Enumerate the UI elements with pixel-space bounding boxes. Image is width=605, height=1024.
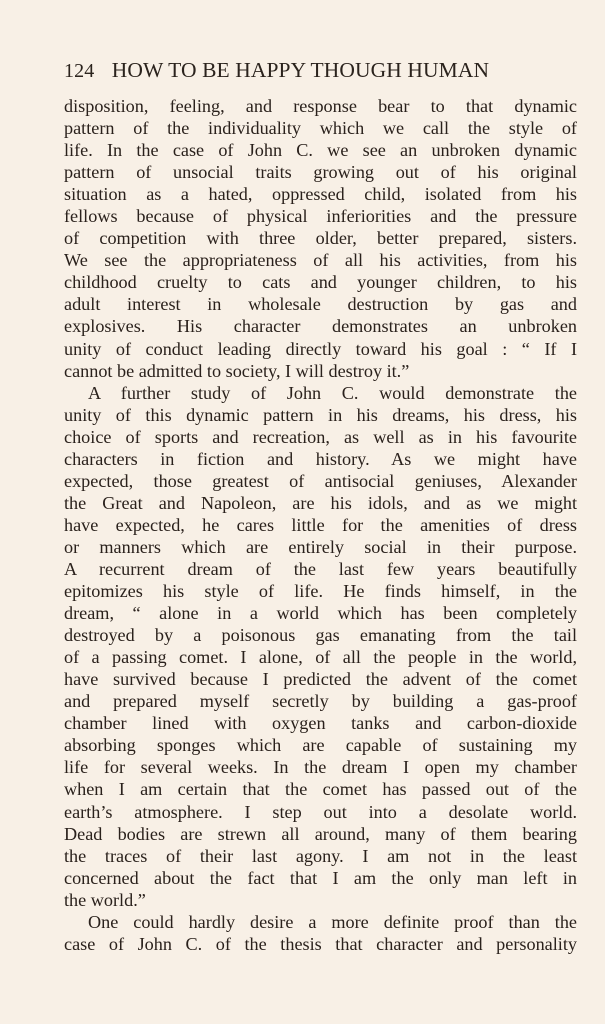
text-line: destroyed by a poisonous gas emanating from the tail — [64, 625, 577, 646]
text-line: of competition with three older, better prepared, sisters. — [64, 228, 577, 249]
text-line: disposition, feeling, and response bear to that dynamic — [64, 96, 577, 116]
page-number: 124 — [64, 60, 95, 82]
running-title: HOW TO BE HAPPY THOUGH HUMAN — [111, 58, 490, 82]
text-line: pattern of the individuality which we call the style of — [64, 118, 577, 139]
text-line: unity of this dynamic pattern in his dreams, his dress, his — [64, 404, 577, 425]
text-line: of a passing comet. I alone, of all the people in the world, — [64, 647, 577, 668]
text-line: choice of sports and recreation, as well as in his favourite — [64, 426, 577, 447]
text-line: absorbing sponges which are capable of sustaining my — [64, 735, 577, 756]
text-line: Dead bodies are strewn all around, many of them bearing — [64, 823, 577, 844]
text-line: earth’s atmosphere. I step out into a desolate world. — [64, 801, 577, 822]
text-line: when I am certain that the comet has passed out of the — [64, 779, 577, 800]
text-line: have expected, he cares little for the amenities of dress — [64, 514, 577, 535]
text-line: We see the appropriateness of all his activities, from his — [64, 250, 577, 271]
text-line: and prepared myself secretly by building a gas-proof — [64, 691, 577, 712]
text-line: situation as a hated, oppressed child, isolated from his — [64, 184, 577, 205]
text-line: fellows because of physical inferiorities and the pressure — [64, 206, 577, 227]
text-line: epitomizes his style of life. He finds himself, in the — [64, 581, 577, 602]
text-line: A further study of John C. would demonstrate the — [88, 382, 577, 403]
text-line: life. In the case of John C. we see an unbroken dynamic — [64, 140, 577, 161]
text-line: concerned about the fact that I am the only man left in — [64, 867, 577, 888]
text-line: adult interest in wholesale destruction by gas and — [64, 294, 577, 315]
text-line: chamber lined with oxygen tanks and carbon-dioxide — [64, 713, 577, 734]
text-line: A recurrent dream of the last few years beautifully — [64, 558, 577, 579]
text-line: life for several weeks. In the dream I open my chamber — [64, 757, 577, 778]
text-line: One could hardly desire a more definite proof than the — [88, 911, 577, 932]
text-line: the Great and Napoleon, are his idols, and as we might — [64, 492, 577, 513]
text-line: expected, those greatest of antisocial geniuses, Alexander — [64, 470, 577, 491]
text-line: the traces of their last agony. I am not in the least — [64, 845, 577, 866]
text-line: cannot be admitted to society, I will destroy it.” — [64, 360, 410, 381]
body-text — [64, 95, 577, 955]
text-line: pattern of unsocial traits growing out of his original — [64, 162, 577, 183]
text-line: explosives. His character demonstrates an unbroken — [64, 316, 577, 337]
text-line: or manners which are entirely social in their purpose. — [64, 536, 577, 557]
text-line: case of John C. of the thesis that character and personality — [64, 933, 577, 954]
text-line: unity of conduct leading directly toward his goal : “ If I — [64, 338, 577, 359]
text-line: characters in fiction and history. As we might have — [64, 448, 577, 469]
text-line: dream, “ alone in a world which has been completely — [64, 603, 577, 624]
text-line: childhood cruelty to cats and younger children, to his — [64, 272, 577, 293]
text-line: the world.” — [64, 889, 146, 910]
text-line: have survived because I predicted the advent of the comet — [64, 669, 577, 690]
running-head — [64, 58, 576, 88]
